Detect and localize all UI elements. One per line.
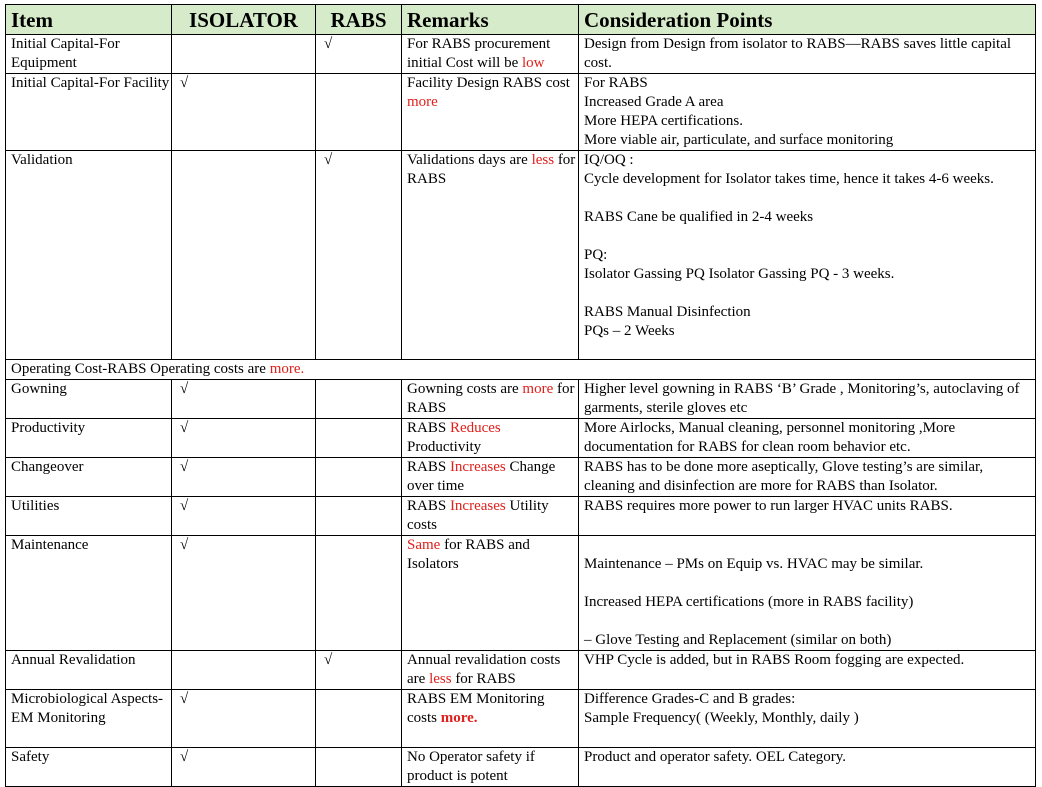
rabs-check-cell [316,74,402,151]
item-cell: Initial Capital-For Equipment [6,35,172,74]
isolator-check-cell: √ [172,74,316,151]
isolator-check-cell: √ [172,748,316,787]
remarks-text-tail: Productivity [407,439,482,455]
consideration-cell [579,419,1036,458]
consideration-line: RABS Cane be qualified in 2-4 weeks [584,209,814,225]
consideration-line [584,536,1035,555]
isolator-check-cell: √ [172,536,316,651]
remarks-highlight: more [407,94,438,110]
table-body [6,35,1036,787]
table-row [6,690,1036,748]
section-text: Operating Cost-RABS Operating costs are [11,361,270,377]
table-row [6,458,1036,497]
rabs-check-cell [316,458,402,497]
consideration-line: Design from Design from isolator to RABS—RABS saves little capital cost. [584,36,1012,71]
remarks-text: No Operator safety if product is potent [407,749,535,784]
consideration-line: RABS requires more power to run larger HVAC units RABS. [584,498,953,514]
rabs-check-cell: √ [316,35,402,74]
remarks-cell [402,74,579,151]
remarks-highlight: more [522,381,554,397]
remarks-cell [402,35,579,74]
remarks-text: For RABS procurement initial Cost will be [407,36,551,71]
consideration-line: PQs – 2 Weeks [584,323,675,339]
remarks-cell [402,536,579,651]
remarks-highlight: Increases [449,459,506,475]
rabs-check-cell: √ [316,151,402,360]
table-row [6,419,1036,458]
section-cell [6,360,1036,380]
isolator-check-cell [172,651,316,690]
consideration-line [584,612,1035,631]
remarks-highlight: low [522,55,545,71]
isolator-vs-rabs-table [5,4,1036,787]
remarks-highlight: Reduces [449,420,501,436]
item-cell: Safety [6,748,172,787]
consideration-line: Higher level gowning in RABS ‘B’ Grade , Monitoring’s, autoclaving of garments, sterile gloves etc [584,381,1020,416]
isolator-check-cell [172,151,316,360]
remarks-cell [402,419,579,458]
remarks-cell [402,380,579,419]
isolator-check-cell: √ [172,497,316,536]
table-row [6,35,1036,74]
consideration-line [584,574,1035,593]
table-row [6,380,1036,419]
consideration-line: More Airlocks, Manual cleaning, personnel monitoring ,More documentation for RABS for clean room behavior etc. [584,420,956,455]
consideration-line: RABS Manual Disinfection [584,304,751,320]
remarks-cell [402,748,579,787]
consideration-cell [579,536,1036,651]
consideration-cell [579,151,1036,360]
consideration-line: Cycle development for Isolator takes time, hence it takes 4-6 weeks. [584,171,994,187]
consideration-line: Isolator Gassing PQ Isolator Gassing PQ - 3 weeks. [584,266,895,282]
consideration-line: Increased Grade A area [584,94,724,110]
rabs-check-cell [316,380,402,419]
consideration-line [584,189,1035,208]
consideration-line: VHP Cycle is added, but in RABS Room fogging are expected. [584,652,965,668]
remarks-text-tail: Change over time [407,459,556,494]
header-rabs: RABS [316,5,402,35]
consideration-line: More HEPA certifications. [584,113,744,129]
rabs-check-cell [316,497,402,536]
isolator-check-cell: √ [172,690,316,748]
remarks-cell [402,690,579,748]
table-header-row [6,5,1036,35]
remarks-cell [402,497,579,536]
consideration-cell [579,458,1036,497]
consideration-cell [579,380,1036,419]
item-cell: Annual Revalidation [6,651,172,690]
remarks-text: Gowning costs are [407,381,523,397]
remarks-text: RABS [407,420,450,436]
consideration-line: RABS has to be done more aseptically, Glove testing’s are similar, cleaning and disinfection are more for RABS than Isolator. [584,459,984,494]
consideration-line: Maintenance – PMs on Equip vs. HVAC may be similar. [584,556,924,572]
remarks-text-tail: Utility costs [407,498,549,533]
consideration-line: Sample Frequency( (Weekly, Monthly, daily ) [584,710,859,726]
table-row [6,74,1036,151]
table-row [6,651,1036,690]
rabs-check-cell [316,536,402,651]
consideration-line: More viable air, particulate, and surface monitoring [584,132,894,148]
item-cell: Microbiological Aspects-EM Monitoring [6,690,172,748]
remarks-text: Facility Design RABS cost [407,75,570,91]
item-cell: Validation [6,151,172,360]
table-row [6,151,1036,360]
rabs-check-cell [316,748,402,787]
remarks-highlight: less [429,671,452,687]
item-cell: Initial Capital-For Facility [6,74,172,151]
remarks-text: RABS [407,459,450,475]
item-cell: Gowning [6,380,172,419]
header-remarks: Remarks [402,5,579,35]
consideration-cell [579,651,1036,690]
consideration-line [584,227,1035,246]
consideration-cell [579,74,1036,151]
remarks-text-tail: for RABS [407,381,575,416]
isolator-check-cell: √ [172,458,316,497]
header-consideration-points: Consideration Points [579,5,1036,35]
remarks-highlight: more. [440,710,478,726]
remarks-text-tail: for RABS and Isolators [407,537,530,572]
consideration-line: – Glove Testing and Replacement (similar on both) [584,632,892,648]
isolator-check-cell [172,35,316,74]
rabs-check-cell: √ [316,651,402,690]
remarks-highlight: Same [407,537,441,553]
table-row [6,536,1036,651]
isolator-check-cell: √ [172,380,316,419]
consideration-cell [579,35,1036,74]
rabs-check-cell [316,419,402,458]
remarks-text: RABS EM Monitoring costs [407,691,545,726]
section-highlight: more. [269,361,305,377]
remarks-text: RABS [407,498,450,514]
consideration-line [584,284,1035,303]
rabs-check-cell [316,690,402,748]
consideration-line: Difference Grades-C and B grades: [584,691,796,707]
isolator-check-cell: √ [172,419,316,458]
remarks-cell [402,458,579,497]
remarks-cell [402,651,579,690]
item-cell: Productivity [6,419,172,458]
item-cell: Maintenance [6,536,172,651]
consideration-cell [579,748,1036,787]
header-item: Item [6,5,172,35]
remarks-text-tail: for RABS [407,152,576,187]
consideration-line: For RABS [584,75,648,91]
section-row [6,360,1036,380]
consideration-cell [579,690,1036,748]
table-row [6,497,1036,536]
header-isolator: ISOLATOR [172,5,316,35]
item-cell: Changeover [6,458,172,497]
consideration-line: IQ/OQ : [584,152,634,168]
item-cell: Utilities [6,497,172,536]
remarks-highlight: less [531,152,555,168]
consideration-cell [579,497,1036,536]
remarks-highlight: Increases [449,498,506,514]
remarks-text: Validations days are [407,152,532,168]
consideration-line: PQ: [584,247,608,263]
consideration-line: Product and operator safety. OEL Category. [584,749,846,765]
consideration-line: Increased HEPA certifications (more in RABS facility) [584,594,914,610]
table-row [6,748,1036,787]
comparison-table-container [5,4,1036,787]
remarks-text: Annual revalidation costs are [407,652,561,687]
remarks-text-tail: for RABS [451,671,516,687]
remarks-cell [402,151,579,360]
